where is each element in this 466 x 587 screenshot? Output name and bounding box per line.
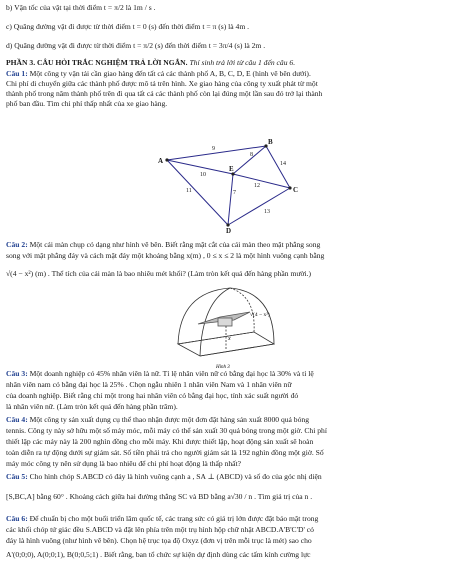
question-6-label: Câu 6:: [6, 514, 28, 523]
node-c-label: C: [293, 186, 299, 194]
section-area-label: √(4 − x²): [250, 312, 270, 318]
edge-be-weight: 8: [250, 152, 253, 158]
question-4-line-5: máy móc công ty nên sử dụng là bao nhiêu để chi phí hoạt động là thấp nhất?: [6, 459, 242, 468]
question-6-line-1: Câu 6: Để chuẩn bị cho một buổi triển lãm quốc tế, các trang sức có giá trị lớn được đặt bảo mật trong: [6, 514, 319, 523]
question-1-line-2: Chi phí di chuyển giữa các thành phố được mô tả trên hình. Xe giao hàng của công ty xuất phát từ một: [6, 79, 318, 88]
node-e-label: E: [229, 165, 234, 173]
question-4-label: Câu 4:: [6, 415, 28, 424]
node-d-label: D: [226, 227, 232, 234]
question-1-line-3: thành phố trong năm thành phố trên đi qua tất cả các thành phố còn lại đúng một lần sau đó trở lại thành: [6, 89, 323, 98]
height-x-label: x: [228, 336, 231, 342]
edge-dc-weight: 13: [264, 209, 270, 215]
section-heading: [6, 58, 462, 68]
question-2-line-1: Câu 2: Một cái màn chụp có dạng như hình vẽ bên. Biết rằng mặt cắt của cái màn theo mặt phẳng song: [6, 240, 321, 249]
question-3-line-4: là nhân viên nữ. (Làm tròn kết quả đến hàng phần trăm).: [6, 402, 178, 411]
question-1-line-4: phố ban đầu. Tìm chi phí thấp nhất của xe giao hàng.: [6, 99, 168, 108]
section-title: PHẦN 3. CÂU HỎI TRẮC NGHIỆM TRẢ LỜI NGẮN.: [6, 58, 188, 67]
question-6-line-3: đáy là hình vuông (như hình vẽ bên). Chọn hệ trục tọa độ Oxyz (đơn vị trên mỗi trục là mét) sao cho: [6, 536, 312, 545]
edge-ed-weight: 7: [233, 190, 236, 196]
dome-figure: [170, 284, 280, 370]
question-3-line-3: của doanh nghiệp. Biết rằng chỉ một trong hai nhân viên có bằng đại học, tính xác suất người đó: [6, 391, 299, 400]
statement-b: b) Vận tốc của vật tại thời điểm t = π/2 là 1m / s .: [6, 3, 156, 12]
question-4-line-2: tennis. Công ty này sở hữu một số máy móc, mỗi máy có thể sản xuất 30 quả bóng trong một giờ. Chi phí: [6, 426, 327, 435]
question-4-line-4: toàn diễn ra tự động dưới sự giám sát. Số tiền phải trả cho người giám sát là 192 nghìn đồng một giờ. Số: [6, 448, 324, 457]
question-6-line-2: các khối chóp tứ giác đều S.ABCD và đặt lên phía trên một trụ hình hộp chữ nhật ABCD.A'B'C'D' có: [6, 525, 314, 534]
node-b-label: B: [268, 138, 273, 146]
question-2-label: Câu 2:: [6, 240, 28, 249]
edge-bc-weight: 14: [280, 161, 286, 167]
figure-caption: Hình 3: [216, 365, 230, 370]
edge-ab-weight: 9: [212, 146, 215, 152]
edge-ec-weight: 12: [254, 183, 260, 189]
question-1-label: Câu 1:: [6, 69, 28, 78]
question-4-line-1: Câu 4: Một công ty sản xuất dụng cụ thể thao nhận được một đơn đặt hàng sản xuất 8000 quả bóng: [6, 415, 309, 424]
edge-ad-weight: 11: [186, 188, 192, 194]
statement-d: d) Quãng đường vật đi được từ thời điểm t = π/2 (s) đến thời điểm t = 3π/4 (s) là 2m .: [6, 41, 266, 50]
question-1-line-1: Câu 1: Một công ty vận tải cần giao hàng đến tất cả các thành phố A, B, C, D, E (hình vẽ bên dưới).: [6, 69, 311, 78]
question-4-line-3: thiết lập các máy này là 200 nghìn đồng cho mỗi máy. Khi được thiết lập, hoạt động sản xuất sẽ hoàn: [6, 437, 314, 446]
section-instruction: Thí sinh trả lời từ câu 1 đến câu 6.: [187, 58, 296, 67]
question-3-line-2: nhân viên nam có bằng đại học là 25% . Chọn ngẫu nhiên 1 nhân viên Nam và 1 nhân viên nữ: [6, 380, 292, 389]
question-5-label: Câu 5:: [6, 472, 28, 481]
question-3-label: Câu 3:: [6, 369, 28, 378]
question-2-line-2: song với mặt phẳng đáy và cách mặt đáy một khoảng bằng x(m) , 0 ≤ x ≤ 2 là một hình vuông cạnh bằng: [6, 251, 325, 260]
city-graph-figure: [150, 136, 310, 234]
question-2-line-3: √(4 − x²) (m) . Thể tích của cái màn là bao nhiêu mét khối? (Làm tròn kết quả đến hàng phần mười.): [6, 269, 312, 278]
statement-c: c) Quãng đường vật đi được từ thời điểm t = 0 (s) đến thời điểm t = π (s) là 4m .: [6, 22, 250, 31]
question-3-line-1: Câu 3: Một doanh nghiệp có 45% nhân viên là nữ. Tỉ lệ nhân viên nữ có bằng đại học là 30% và tỉ lệ: [6, 369, 314, 378]
question-5-line-1: Câu 5: Cho hình chóp S.ABCD có đáy là hình vuông cạnh a , SA ⊥ (ABCD) và số đo của góc nhị diện: [6, 472, 322, 481]
edge-ae-weight: 10: [200, 172, 206, 178]
node-a-label: A: [158, 157, 164, 165]
question-6-line-4: A'(0;0;0), A(0;0;1), B(0;0,5;1) . Biết rằng, ban tổ chức sự kiện dự định dùng các tấm kính cường lực: [6, 550, 311, 559]
question-5-line-2: [S,BC,A] bằng 60° . Khoảng cách giữa hai đường thẳng SC và BD bằng a√30 / n . Tìm giá trị của n .: [6, 492, 313, 501]
